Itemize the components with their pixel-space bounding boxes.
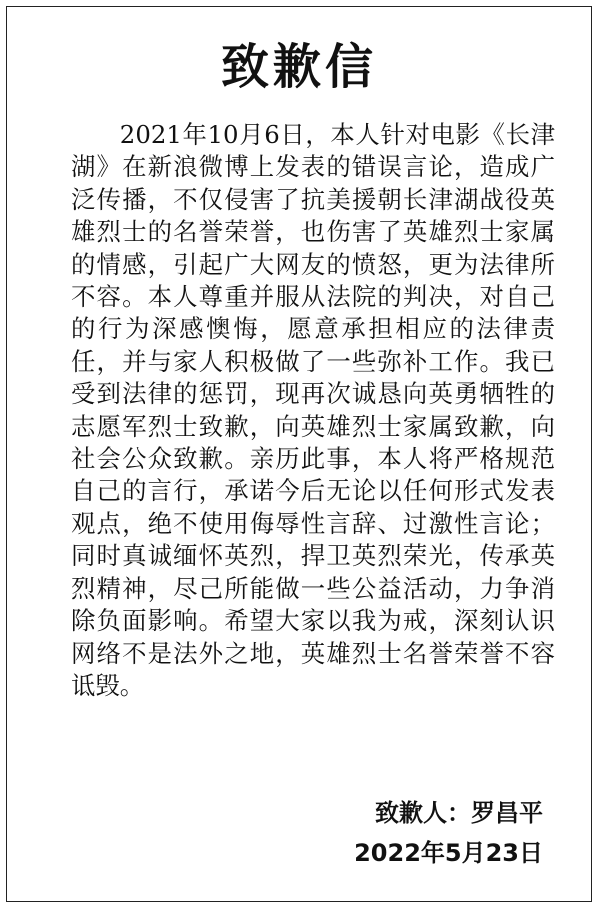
letter-frame — [6, 6, 592, 902]
letter-body: 2021年10月6日，本人针对电影《长津湖》在新浪微博上发表的错误言论，造成广泛传播，不仅侵害了抗美援朝长津湖战役英雄烈士的名誉荣誉，也伤害了英雄烈士家属的情感，引起广大网友的愤怒，更为法律所不容。本人尊重并服从法院的判决，对自己的行为深感懊悔，愿意承担相应的法律责任，并与家人积极做了一些弥补工作。我已受到法律的惩罚，现再次诚恳向英勇牺牲的志愿军烈士致歉，向英雄烈士家属致歉，向社会公众致歉。亲历此事，本人将严格规范自己的言行，承诺今后无论以任何形式发表观点，绝不使用侮辱性言辞、过激性言论；同时真诚缅怀英烈，捍卫英烈荣光，传承英烈精神，尽己所能做一些公益活动，力争消除负面影响。希望大家以我为戒，深刻认识网络不是法外之地，英雄烈士名誉荣誉不容诋毁。 — [71, 120, 555, 700]
letter-date: 2022年5月23日 — [354, 839, 543, 867]
letter-title: 致歉信 — [220, 39, 377, 95]
letter-signer: 致歉人：罗昌平 — [375, 799, 543, 827]
